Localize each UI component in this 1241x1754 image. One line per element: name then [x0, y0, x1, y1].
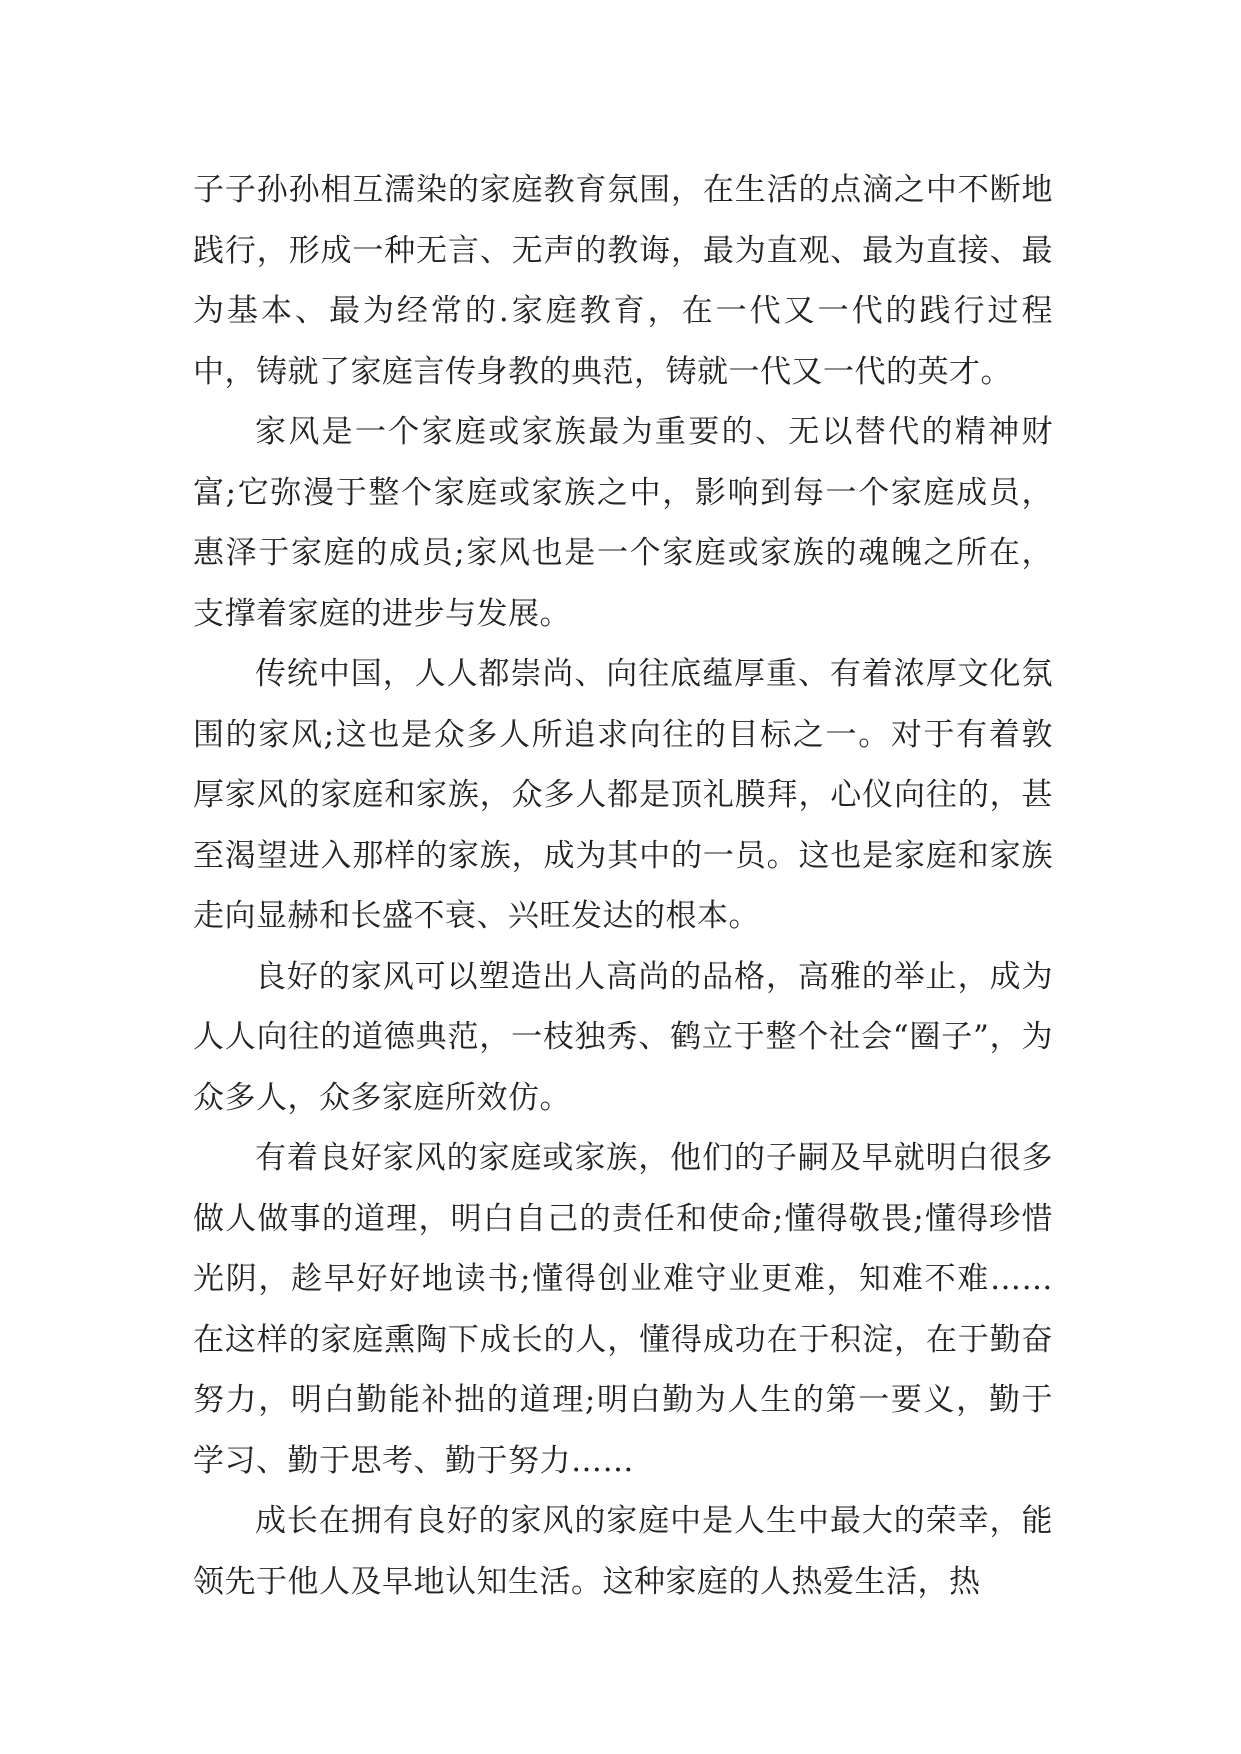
paragraph-6: 成长在拥有良好的家风的家庭中是人生中最大的荣幸，能领先于他人及早地认知生活。这种家庭的人热爱生活，热	[193, 1503, 1053, 1600]
paragraph-2: 家风是一个家庭或家族最为重要的、无以替代的精神财富;它弥漫于整个家庭或家族之中，影响到每一个家庭成员，惠泽于家庭的成员;家风也是一个家庭或家族的魂魄之所在，支撑着家庭的进步与发展。	[193, 414, 1053, 632]
paragraph-3: 传统中国，人人都崇尚、向往底蕴厚重、有着浓厚文化氛围的家风;这也是众多人所追求向往的目标之一。对于有着敦厚家风的家庭和家族，众多人都是顶礼膜拜，心仪向往的，甚至渴望进入那样的家族，成为其中的一员。这也是家庭和家族走向显赫和长盛不衰、兴旺发达的根本。	[193, 656, 1053, 934]
paragraph-1: 子子孙孙相互濡染的家庭教育氛围，在生活的点滴之中不断地践行，形成一种无言、无声的教诲，最为直观、最为直接、最为基本、最为经常的.家庭教育，在一代又一代的践行过程中，铸就了家庭言传身教的典范，铸就一代又一代的英才。	[193, 172, 1053, 390]
body-text	[193, 160, 1053, 1612]
paragraph-4: 良好的家风可以塑造出人高尚的品格，高雅的举止，成为人人向往的道德典范，一枝独秀、鹤立于整个社会“圈子”，为众多人，众多家庭所效仿。	[193, 958, 1053, 1116]
paragraph-5: 有着良好家风的家庭或家族，他们的子嗣及早就明白很多做人做事的道理，明白自己的责任和使命;懂得敬畏;懂得珍惜光阴，趁早好好地读书;懂得创业难守业更难，知难不难……在这样的家庭熏陶下成长的人，懂得成功在于积淀，在于勤奋努力，明白勤能补拙的道理;明白勤为人生的第一要义，勤于学习、勤于思考、勤于努力……	[193, 1140, 1053, 1479]
